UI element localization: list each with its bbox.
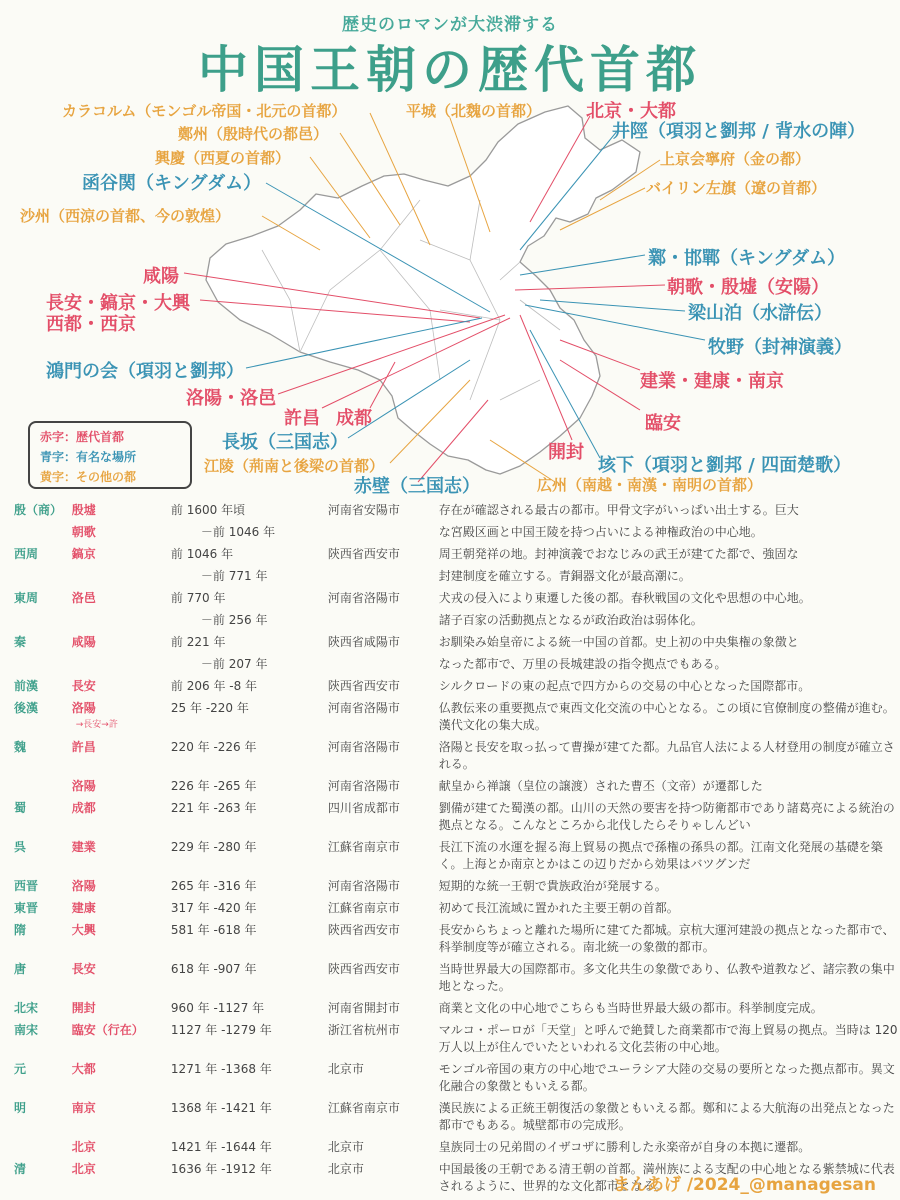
table-row [14,700,900,739]
location-cell-text: 河南省洛陽市 [327,591,400,605]
description-cell [439,1139,900,1161]
map-label-guangzhou: 広州（南越・南漢・南明の首都） [537,476,763,494]
description-cell [439,778,900,800]
table-row [14,878,900,900]
map-label-beijing-dadu: 北京・大都 [586,101,676,122]
period-cell-text: 221 年 -263 年 [170,801,257,815]
period-cell [171,1100,328,1139]
capital-cell-text: 建業 [71,840,96,854]
location-cell-text: 河南省安陽市 [327,503,400,517]
map-label-xuchang: 許昌 [284,408,320,429]
period-cell [171,678,328,700]
location-cell [328,1139,439,1161]
period-cell [171,800,328,839]
dynasty-cell-text: 南宋 [14,1023,39,1037]
map-label-ye-handan: 鄴・邯鄲（キングダム） [648,248,846,269]
dynasty-cell-text: 東周 [14,591,39,605]
location-cell [328,900,439,922]
location-cell [328,1022,439,1061]
description-cell [439,524,900,546]
period-cell [171,839,328,878]
period-cell [171,700,328,739]
description-cell-text: お馴染み始皇帝による統一中国の首都。史上初の中央集権の象徴と [438,635,799,649]
period-cell-text: 1636 年 -1912 年 [170,1162,272,1176]
map-label-gaixia: 垓下（項羽と劉邦 / 四面楚歌） [598,455,852,476]
period-cell-text: 25 年 -220 年 [170,701,249,715]
dynasty-cell [14,1061,72,1100]
description-cell [439,1061,900,1100]
period-cell [171,656,328,678]
dynasty-cell [14,922,72,961]
period-cell [171,634,328,656]
table-row [14,656,900,678]
period-cell-text: 265 年 -316 年 [170,879,257,893]
description-cell [439,800,900,839]
capital-cell-text: 成都 [71,801,96,815]
dynasty-cell [14,546,72,568]
capital-cell-text: 洛邑 [71,591,96,605]
description-cell [439,1022,900,1061]
location-cell [328,568,439,590]
map-label-zhengzhou: 鄭州（殷時代の都邑） [178,125,329,143]
dynasty-cell [14,778,72,800]
capital-cell [72,839,171,878]
table-row [14,1061,900,1100]
description-cell-text: 洛陽と長安を取っ払って曹操が建てた都。九品官人法による人材登用の制度が確立される。 [438,740,895,771]
period-cell [171,1161,328,1200]
capital-cell-text: 南京 [71,1101,96,1115]
table-row [14,839,900,878]
table-row [14,634,900,656]
period-cell [171,612,328,634]
capital-cell-text: 殷墟 [71,503,96,517]
capital-cell [72,1100,171,1139]
capital-cell-text: 大興 [71,923,96,937]
description-cell-text: 当時世界最大の国際都市。多文化共生の象徴であり、仏教や道教など、諸宗教の集中地となった。 [438,962,895,993]
dynasty-cell-text: 東晋 [14,901,39,915]
map-label-jingxing: 井陘（項羽と劉邦 / 背水の陣） [612,121,866,142]
capital-cell [72,878,171,900]
description-cell [439,961,900,1000]
capital-cell [72,1000,171,1022]
dynasty-cell-text: 清 [14,1162,27,1176]
table-row [14,961,900,1000]
capital-cell [72,800,171,839]
description-cell [439,900,900,922]
capital-cell [72,524,171,546]
location-cell [328,546,439,568]
dynasty-cell [14,502,72,524]
description-cell-text: 存在が確認される最古の都市。甲骨文字がいっぱい出土する。巨大 [438,503,799,517]
map-label-jiangling: 江陵（荊南と後梁の首都） [204,457,385,475]
capital-cell [72,778,171,800]
dynasty-cell [14,568,72,590]
location-cell-text: 河南省洛陽市 [327,740,400,754]
dynasty-cell-text: 秦 [14,635,27,649]
capital-sub-note: →長安→許 [75,720,118,730]
table-row [14,1139,900,1161]
map-label-chengdu: 成都 [336,408,372,429]
dynasty-cell [14,678,72,700]
map-label-muye: 牧野（封神演義） [708,337,852,358]
capital-cell [72,568,171,590]
dynasty-cell-text: 蜀 [14,801,27,815]
period-cell-text: 960 年 -1127 年 [170,1001,265,1015]
table-row [14,922,900,961]
dynasty-cell [14,612,72,634]
description-cell-text: 初めて長江流域に置かれた主要王朝の首都。 [438,901,679,915]
period-cell-text: 317 年 -420 年 [170,901,257,915]
capital-cell [72,961,171,1000]
description-cell-text: 中国最後の王朝である清王朝の首都。満州族による支配の中心地となる紫禁城に代表されるように、世界的な文化都市となる。 [438,1162,895,1193]
location-cell-text: 四川省成都市 [327,801,400,815]
map-label-jianye: 建業・建康・南京 [640,371,784,392]
table-row [14,1100,900,1139]
dynasty-cell-text: 隋 [14,923,27,937]
description-cell [439,502,900,524]
map-label-karakorum: カラコルム（モンゴル帝国・北元の首都） [62,102,347,120]
period-cell [171,922,328,961]
description-cell-text: 商業と文化の中心地でこちらも当時世界最大級の都市。科挙制度完成。 [438,1001,823,1015]
description-cell-text: 皇族同士の兄弟間のイザコザに勝利した永楽帝が自身の本拠に遷都。 [438,1140,811,1154]
capital-cell-text: 長安 [71,962,96,976]
dynasty-cell [14,839,72,878]
capital-cell-text: 臨安（行在） [71,1023,144,1037]
period-cell-text: －前 207 年 [200,657,268,671]
period-cell [171,778,328,800]
period-cell-text: 前 1046 年 [170,547,234,561]
capital-cell-text: 洛陽 [71,779,96,793]
table-row [14,612,900,634]
capital-cell [72,612,171,634]
description-cell-text: 短期的な統一王朝で貴族政治が発展する。 [438,879,667,893]
description-cell [439,1000,900,1022]
period-cell-text: 前 221 年 [170,635,226,649]
description-cell-text: 漢民族による正統王朝復活の象徴ともいえる都。鄭和による大航海の出発点となった都市でもある。城壁都市の完成形。 [438,1101,895,1132]
location-cell [328,839,439,878]
dynasty-cell-text: 後漢 [14,701,39,715]
description-cell-text: 犬戎の侵入により東遷した後の都。春秋戦国の文化や思想の中心地。 [438,591,811,605]
legend [28,421,192,489]
credit: まんあげ /2024_@managesan [612,1175,876,1195]
capital-cell [72,922,171,961]
capital-cell [72,502,171,524]
description-cell [439,546,900,568]
dynasty-cell [14,1100,72,1139]
table-row [14,778,900,800]
description-cell-text: 諸子百家の活動拠点となるが政治政治は弱体化。 [438,613,703,627]
dynasty-cell-text: 北宋 [14,1001,39,1015]
dynasty-cell-text: 呉 [14,840,27,854]
period-cell-text: 1271 年 -1368 年 [170,1062,272,1076]
location-cell [328,634,439,656]
description-cell-text: モンゴル帝国の東方の中心地でユーラシア大陸の交易の要所となった拠点都市。異文化融合の象徴ともいえる都。 [438,1062,895,1093]
capital-cell [72,634,171,656]
location-cell [328,961,439,1000]
location-cell [328,590,439,612]
dynasty-cell-text: 西晋 [14,879,39,893]
map-label-changban: 長坂（三国志） [222,432,348,453]
capital-cell-text: 咸陽 [71,635,96,649]
table-row [14,546,900,568]
location-cell [328,1061,439,1100]
dynasty-cell [14,1139,72,1161]
location-cell-text: 北京市 [327,1162,364,1176]
capital-cell-text: 建康 [71,901,96,915]
table-row [14,678,900,700]
period-cell [171,502,328,524]
period-cell [171,1000,328,1022]
table-row [14,900,900,922]
location-cell-text: 浙江省杭州市 [327,1023,400,1037]
dynasty-cell [14,590,72,612]
period-cell [171,524,328,546]
capital-cell-text: 洛陽 [71,879,96,893]
capitals-table [14,502,900,1200]
capital-cell-text: 開封 [71,1001,96,1015]
location-cell-text: 陝西省西安市 [327,962,400,976]
description-cell-text: 献皇から禅譲（皇位の譲渡）された曹丕（文帝）が遷都した [438,779,763,793]
period-cell [171,1061,328,1100]
location-cell [328,1000,439,1022]
location-cell [328,524,439,546]
table-row [14,739,900,778]
map-label-hanguguan: 函谷関（キングダム） [82,173,262,194]
capital-cell [72,656,171,678]
capital-cell [72,1061,171,1100]
location-cell-text: 江蘇省南京市 [327,840,400,854]
capital-cell-text: 北京 [71,1140,96,1154]
dynasty-cell [14,878,72,900]
period-cell [171,878,328,900]
map-label-xianyang: 咸陽 [143,266,179,287]
capital-cell-text: 鎬京 [71,547,96,561]
location-cell-text: 河南省開封市 [327,1001,400,1015]
map-label-pingcheng: 平城（北魏の首都） [406,102,542,120]
map-label-shangjing: 上京会寧府（金の都） [660,150,811,168]
period-cell-text: 226 年 -265 年 [170,779,257,793]
period-cell-text: 前 206 年 -8 年 [170,679,258,693]
period-cell-text: 618 年 -907 年 [170,962,257,976]
period-cell [171,568,328,590]
table-row [14,800,900,839]
description-cell-text: シルクロードの東の起点で四方からの交易の中心となった国際都市。 [438,679,811,693]
capital-cell-text: 北京 [71,1162,96,1176]
period-cell [171,961,328,1000]
description-cell [439,839,900,878]
subtitle: 歴史のロマンが大渋滞する [342,15,558,35]
location-cell-text: 陝西省西安市 [327,923,400,937]
table-row [14,502,900,524]
map-label-changan-1: 長安・鎬京・大興 [46,293,190,314]
capital-cell [72,1139,171,1161]
description-cell [439,700,900,739]
location-cell [328,800,439,839]
dynasty-cell [14,739,72,778]
description-cell [439,878,900,900]
description-cell [439,922,900,961]
description-cell-text: 長江下流の水運を握る海上貿易の拠点で孫権の孫呉の都。江南文化発展の基礎を築く。上海とか南京とかはこの辺りだから効果はバツグンだ [438,840,883,871]
location-cell-text: 河南省洛陽市 [327,779,400,793]
description-cell [439,568,900,590]
location-cell [328,922,439,961]
dynasty-cell-text: 明 [14,1101,27,1115]
location-cell-text: 陝西省西安市 [327,547,400,561]
location-cell [328,612,439,634]
dynasty-cell-text: 西周 [14,547,39,561]
description-cell-text: な宮殿区画と中国王陵を持つ占いによる神権政治の中心地。 [438,525,763,539]
map-label-kaifeng: 開封 [548,442,584,463]
map-label-luoyang: 洛陽・洛邑 [186,388,276,409]
dynasty-cell [14,1161,72,1200]
dynasty-cell [14,1022,72,1061]
period-cell [171,739,328,778]
table-row [14,1022,900,1061]
description-cell [439,634,900,656]
dynasty-cell [14,700,72,739]
period-cell-text: 1421 年 -1644 年 [170,1140,272,1154]
capital-cell-text: 許昌 [71,740,96,754]
map-label-shazhou: 沙州（西涼の首都、今の敦煌） [20,207,231,225]
table-row [14,1000,900,1022]
page-title: 中国王朝の歴代首都 [198,41,702,99]
table-row [14,524,900,546]
dynasty-cell [14,900,72,922]
capital-cell [72,900,171,922]
location-cell-text: 陝西省咸陽市 [327,635,400,649]
capital-cell [72,700,171,739]
period-cell [171,900,328,922]
period-cell [171,590,328,612]
map-label-liangshanbo: 梁山泊（水滸伝） [688,303,832,324]
location-cell [328,739,439,778]
legend-red: 赤字：歴代首都 [40,430,125,444]
description-cell-text: 封建制度を確立する。青銅器文化が最高潮に。 [438,569,691,583]
period-cell-text: 前 770 年 [170,591,226,605]
description-cell-text: 長安からちょっと離れた場所に建てた都城。京杭大運河建設の拠点となった都市で、科挙制度等が確立される。南北統一の象徴的都市。 [438,923,895,954]
location-cell-text: 陝西省西安市 [327,679,400,693]
dynasty-cell [14,634,72,656]
capital-cell [72,590,171,612]
period-cell-text: 前 1600 年頃 [170,503,246,517]
period-cell-text: 581 年 -618 年 [170,923,257,937]
dynasty-cell-text: 殷（商） [14,503,63,517]
location-cell-text: 河南省洛陽市 [327,701,400,715]
description-cell [439,678,900,700]
map-label-chibi: 赤壁（三国志） [354,476,480,497]
location-cell [328,878,439,900]
description-cell [439,1100,900,1139]
period-cell [171,546,328,568]
location-cell [328,778,439,800]
capital-cell [72,739,171,778]
capital-cell-text: 洛陽 [71,701,96,715]
map-label-changan-2: 西都・西京 [46,314,136,335]
description-cell [439,612,900,634]
map-label-bairin: バイリン左旗（遼の首都） [646,179,827,197]
table-row [14,590,900,612]
capital-cell-text: 朝歌 [71,525,96,539]
map-label-zhaoge: 朝歌・殷墟（安陽） [667,277,829,298]
period-cell-text: －前 771 年 [200,569,268,583]
description-cell [439,590,900,612]
dynasty-cell [14,800,72,839]
description-cell-text: 周王朝発祥の地。封神演義でおなじみの武王が建てた都で、強固な [438,547,799,561]
capital-cell [72,678,171,700]
dynasty-cell [14,656,72,678]
dynasty-cell-text: 前漢 [14,679,39,693]
dynasty-cell [14,1000,72,1022]
location-cell-text: 江蘇省南京市 [327,901,400,915]
dynasty-cell [14,961,72,1000]
location-cell-text: 北京市 [327,1062,364,1076]
location-cell [328,1100,439,1139]
period-cell [171,1139,328,1161]
legend-yellow: 黄字：その他の都 [40,470,137,484]
location-cell-text: 江蘇省南京市 [327,1101,400,1115]
description-cell [439,656,900,678]
location-cell [328,1161,439,1200]
period-cell-text: 220 年 -226 年 [170,740,257,754]
description-cell-text: 劉備が建てた蜀漢の都。山川の天然の要害を持つ防衛都市であり諸葛亮による統治の拠点となる。こんなところから北伐したらそりゃしんどい [438,801,895,832]
table-row [14,568,900,590]
location-cell [328,656,439,678]
capital-cell [72,546,171,568]
description-cell-text: 仏教伝来の重要拠点で東西文化交流の中心となる。この頃に官僚制度の整備が進む。漢代文化の集大成。 [438,701,895,732]
period-cell-text: 229 年 -280 年 [170,840,257,854]
location-cell [328,700,439,739]
period-cell [171,1022,328,1061]
period-cell-text: －前 256 年 [200,613,268,627]
description-cell-text: なった都市で、万里の長城建設の指令拠点でもある。 [438,657,727,671]
description-cell [439,739,900,778]
description-cell-text: マルコ・ポーロが「天堂」と呼んで絶賛した商業都市で海上貿易の拠点。当時は 120 万人以上が住んでいたといわれる文化芸術の中心地。 [438,1023,898,1054]
map-label-hongmen: 鴻門の会（項羽と劉邦） [46,361,244,382]
capital-cell [72,1022,171,1061]
location-cell-text: 河南省洛陽市 [327,879,400,893]
location-cell [328,678,439,700]
location-cell-text: 北京市 [327,1140,364,1154]
dynasty-cell-text: 元 [14,1062,27,1076]
map-label-xingqing: 興慶（西夏の首都） [155,149,291,167]
capital-cell-text: 長安 [71,679,96,693]
period-cell-text: －前 1046 年 [200,525,276,539]
period-cell-text: 1368 年 -1421 年 [170,1101,272,1115]
map-label-linan: 臨安 [645,413,681,434]
dynasty-cell-text: 魏 [14,740,27,754]
dynasty-cell-text: 唐 [14,962,27,976]
capital-cell [72,1161,171,1200]
dynasty-cell [14,524,72,546]
capital-cell-text: 大都 [71,1062,96,1076]
location-cell [328,502,439,524]
period-cell-text: 1127 年 -1279 年 [170,1023,272,1037]
legend-blue: 青字：有名な場所 [40,450,137,464]
